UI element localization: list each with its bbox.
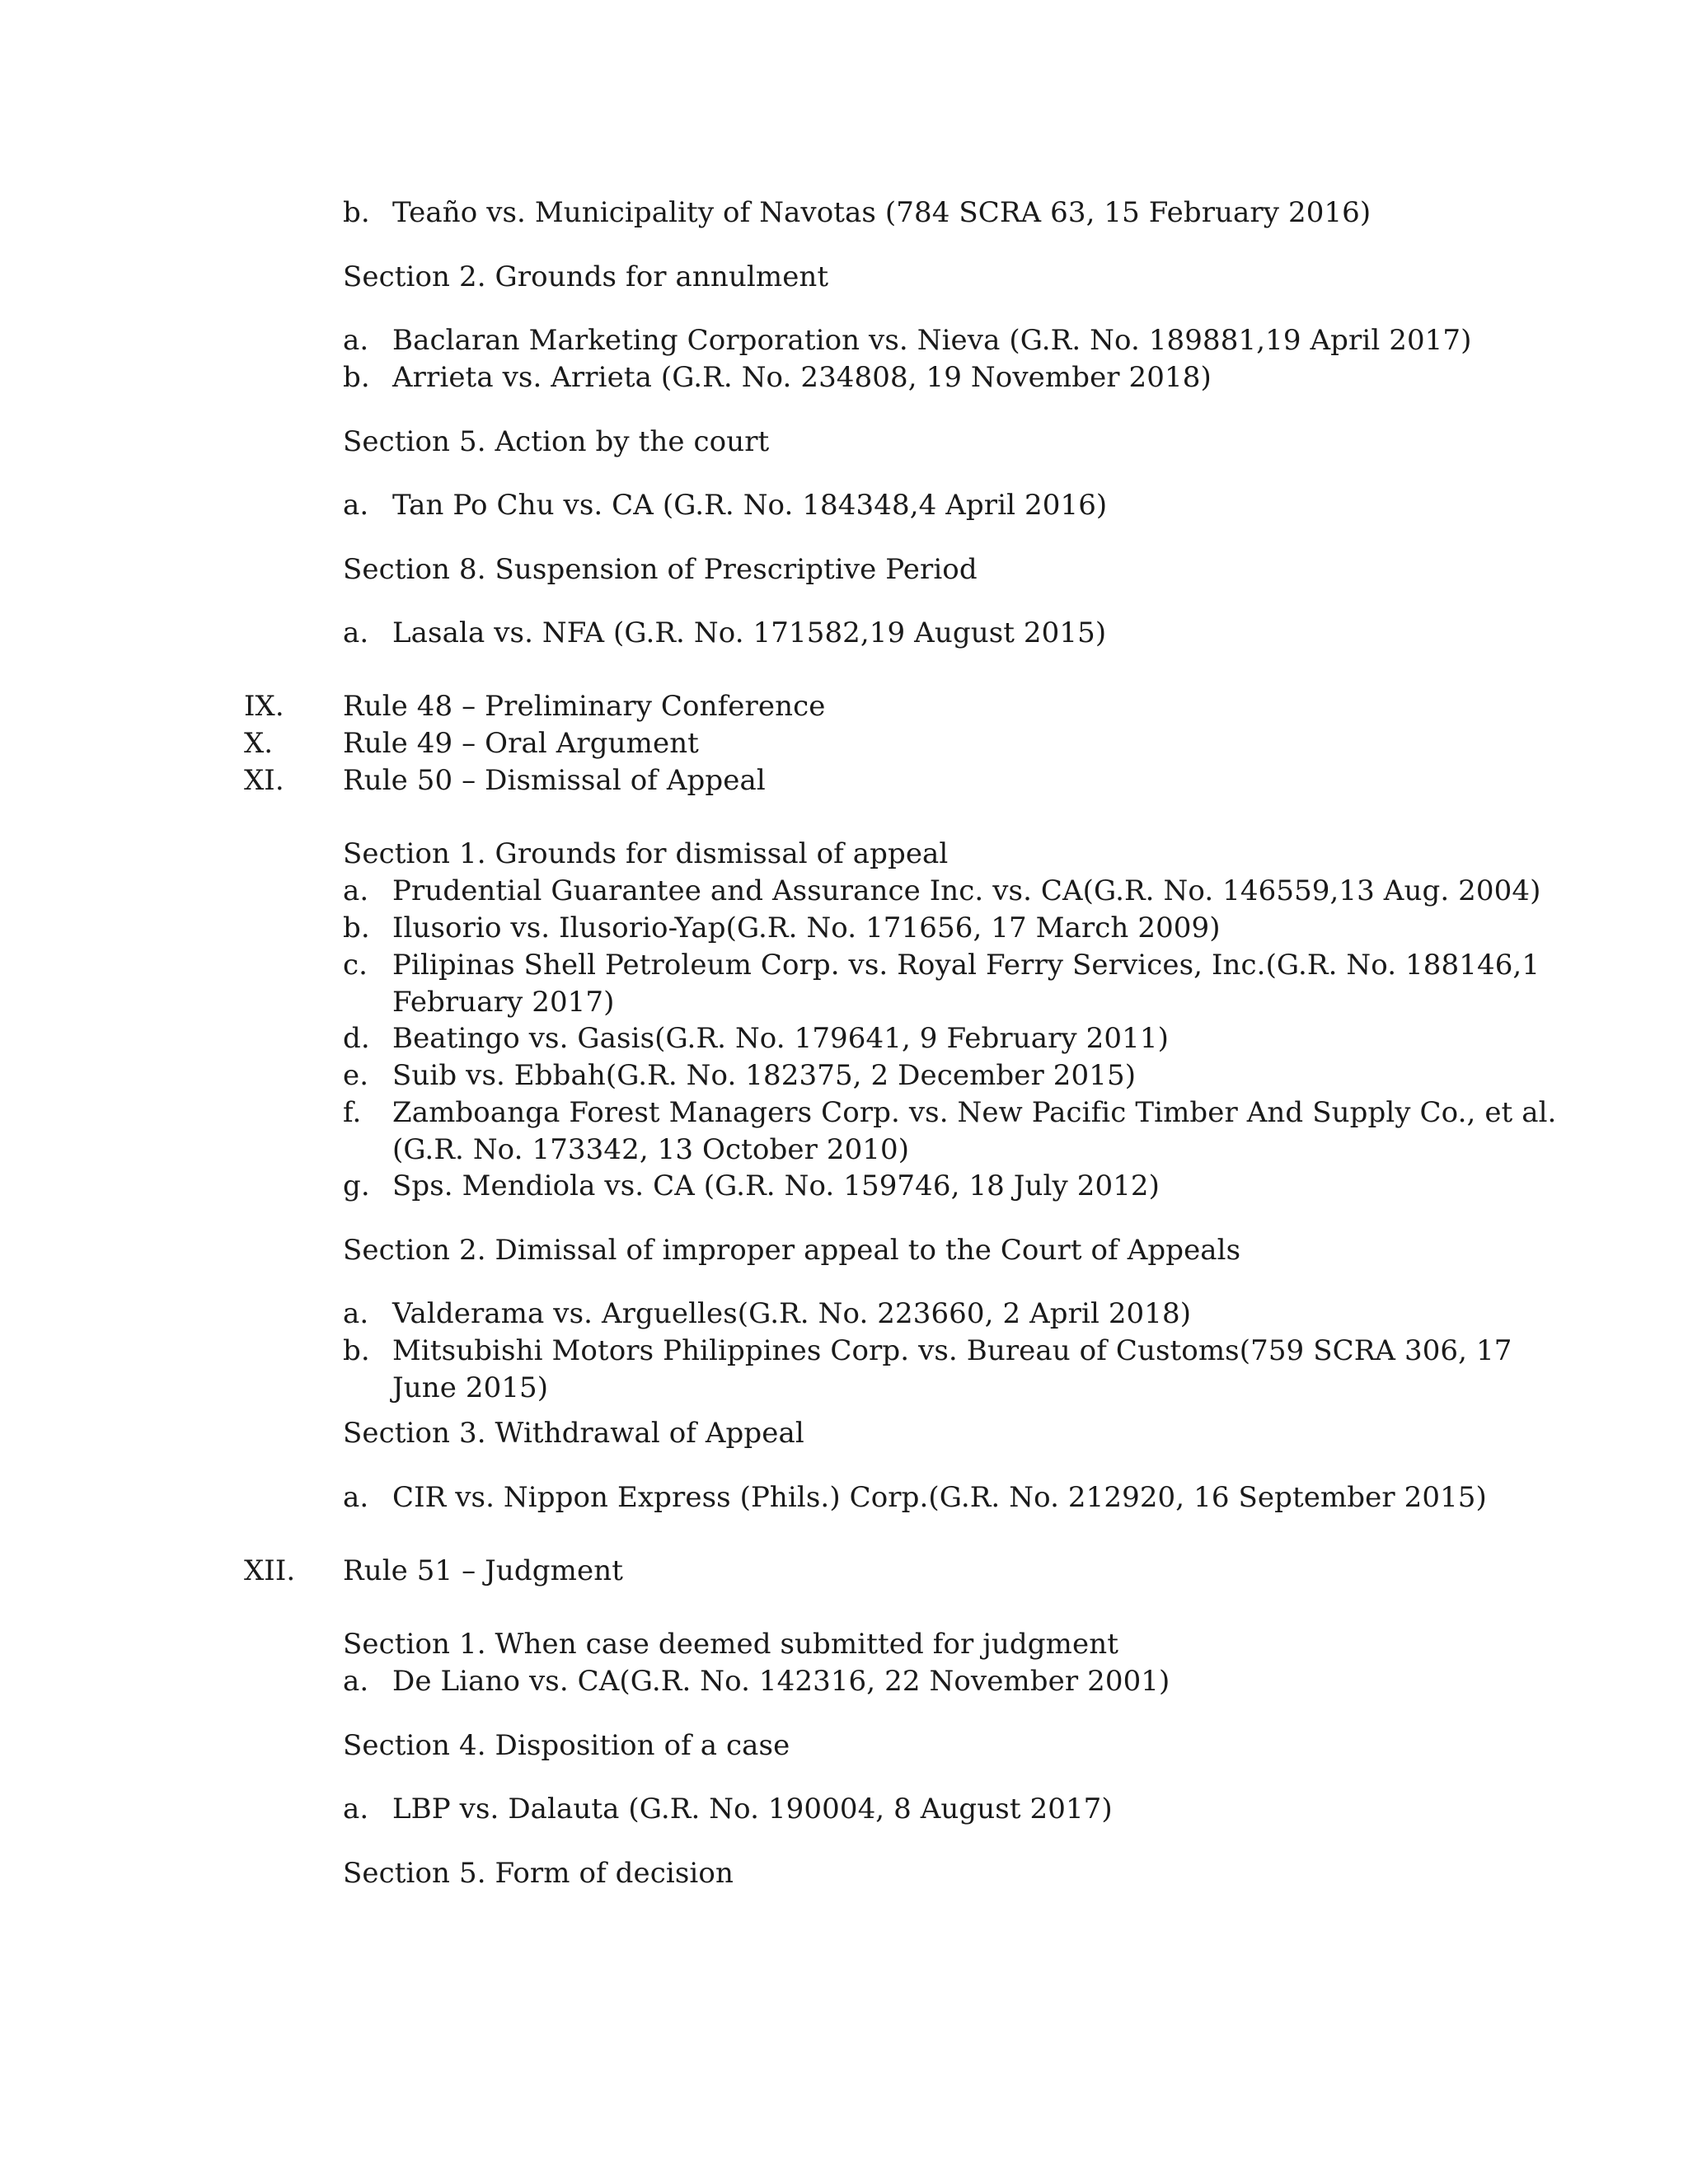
section-heading: Section 1. Grounds for dismissal of appeal bbox=[343, 837, 949, 870]
section-heading: Section 2. Dimissal of improper appeal to the Court of Appeals bbox=[343, 1234, 1241, 1267]
section-heading: Section 5. Action by the court bbox=[343, 425, 770, 458]
rule-heading: Rule 51 – Judgment bbox=[343, 1554, 623, 1587]
case-item-letter: a. bbox=[343, 1665, 369, 1698]
case-item-letter: a. bbox=[343, 489, 369, 522]
case-citation: Lasala vs. NFA (G.R. No. 171582,19 August 2015) bbox=[392, 616, 1107, 649]
case-item-letter: g. bbox=[343, 1169, 370, 1202]
case-item-letter: b. bbox=[343, 912, 370, 944]
section-heading: Section 3. Withdrawal of Appeal bbox=[343, 1417, 804, 1450]
case-citation: June 2015) bbox=[392, 1371, 549, 1404]
case-citation: Teaño vs. Municipality of Navotas (784 SCRA 63, 15 February 2016) bbox=[392, 196, 1372, 229]
case-item-letter: b. bbox=[343, 1334, 370, 1367]
case-citation: Baclaran Marketing Corporation vs. Nieva (G.R. No. 189881,19 April 2017) bbox=[392, 324, 1472, 357]
case-citation: Beatingo vs. Gasis(G.R. No. 179641, 9 February 2011) bbox=[392, 1022, 1169, 1055]
case-citation: Sps. Mendiola vs. CA (G.R. No. 159746, 18 July 2012) bbox=[392, 1169, 1160, 1202]
rule-heading: Rule 50 – Dismissal of Appeal bbox=[343, 764, 766, 797]
rule-heading: Rule 49 – Oral Argument bbox=[343, 727, 699, 760]
case-item-letter: a. bbox=[343, 1481, 369, 1514]
rule-numeral: XI. bbox=[244, 764, 284, 797]
rule-numeral: XII. bbox=[244, 1554, 296, 1587]
case-item-letter: a. bbox=[343, 1793, 369, 1825]
section-heading: Section 4. Disposition of a case bbox=[343, 1729, 790, 1762]
case-item-letter: f. bbox=[343, 1096, 362, 1129]
case-item-letter: e. bbox=[343, 1059, 369, 1092]
case-citation: Tan Po Chu vs. CA (G.R. No. 184348,4 April 2016) bbox=[392, 489, 1108, 522]
case-citation: De Liano vs. CA(G.R. No. 142316, 22 November 2001) bbox=[392, 1665, 1170, 1698]
case-item-letter: c. bbox=[343, 949, 368, 982]
rule-heading: Rule 48 – Preliminary Conference bbox=[343, 690, 826, 723]
case-item-letter: a. bbox=[343, 616, 369, 649]
case-citation: Ilusorio vs. Ilusorio-Yap(G.R. No. 171656, 17 March 2009) bbox=[392, 912, 1221, 944]
case-citation: Zamboanga Forest Managers Corp. vs. New Pacific Timber And Supply Co., et al. bbox=[392, 1096, 1557, 1129]
section-heading: Section 5. Form of decision bbox=[343, 1857, 734, 1890]
case-citation: Mitsubishi Motors Philippines Corp. vs. Bureau of Customs(759 SCRA 306, 17 bbox=[392, 1334, 1512, 1367]
case-citation: Valderama vs. Arguelles(G.R. No. 223660, 2 April 2018) bbox=[392, 1297, 1192, 1330]
section-heading: Section 2. Grounds for annulment bbox=[343, 260, 829, 293]
case-citation: February 2017) bbox=[392, 985, 615, 1019]
case-citation: CIR vs. Nippon Express (Phils.) Corp.(G.R. No. 212920, 16 September 2015) bbox=[392, 1481, 1487, 1514]
case-item-letter: a. bbox=[343, 874, 369, 907]
case-citation: LBP vs. Dalauta (G.R. No. 190004, 8 August 2017) bbox=[392, 1793, 1113, 1825]
case-item-letter: d. bbox=[343, 1022, 370, 1055]
section-heading: Section 1. When case deemed submitted for judgment bbox=[343, 1628, 1118, 1661]
rule-numeral: IX. bbox=[244, 690, 284, 723]
case-citation: (G.R. No. 173342, 13 October 2010) bbox=[392, 1132, 910, 1166]
case-item-letter: a. bbox=[343, 1297, 369, 1330]
case-item-letter: b. bbox=[343, 196, 370, 229]
case-citation: Prudential Guarantee and Assurance Inc. vs. CA(G.R. No. 146559,13 Aug. 2004) bbox=[392, 874, 1541, 907]
rule-numeral: X. bbox=[244, 727, 274, 760]
case-item-letter: a. bbox=[343, 324, 369, 357]
case-citation: Arrieta vs. Arrieta (G.R. No. 234808, 19 November 2018) bbox=[392, 361, 1212, 394]
section-heading: Section 8. Suspension of Prescriptive Period bbox=[343, 553, 978, 586]
case-citation: Suib vs. Ebbah(G.R. No. 182375, 2 December 2015) bbox=[392, 1059, 1137, 1092]
case-citation: Pilipinas Shell Petroleum Corp. vs. Royal Ferry Services, Inc.(G.R. No. 188146,1 bbox=[392, 949, 1540, 982]
case-item-letter: b. bbox=[343, 361, 370, 394]
